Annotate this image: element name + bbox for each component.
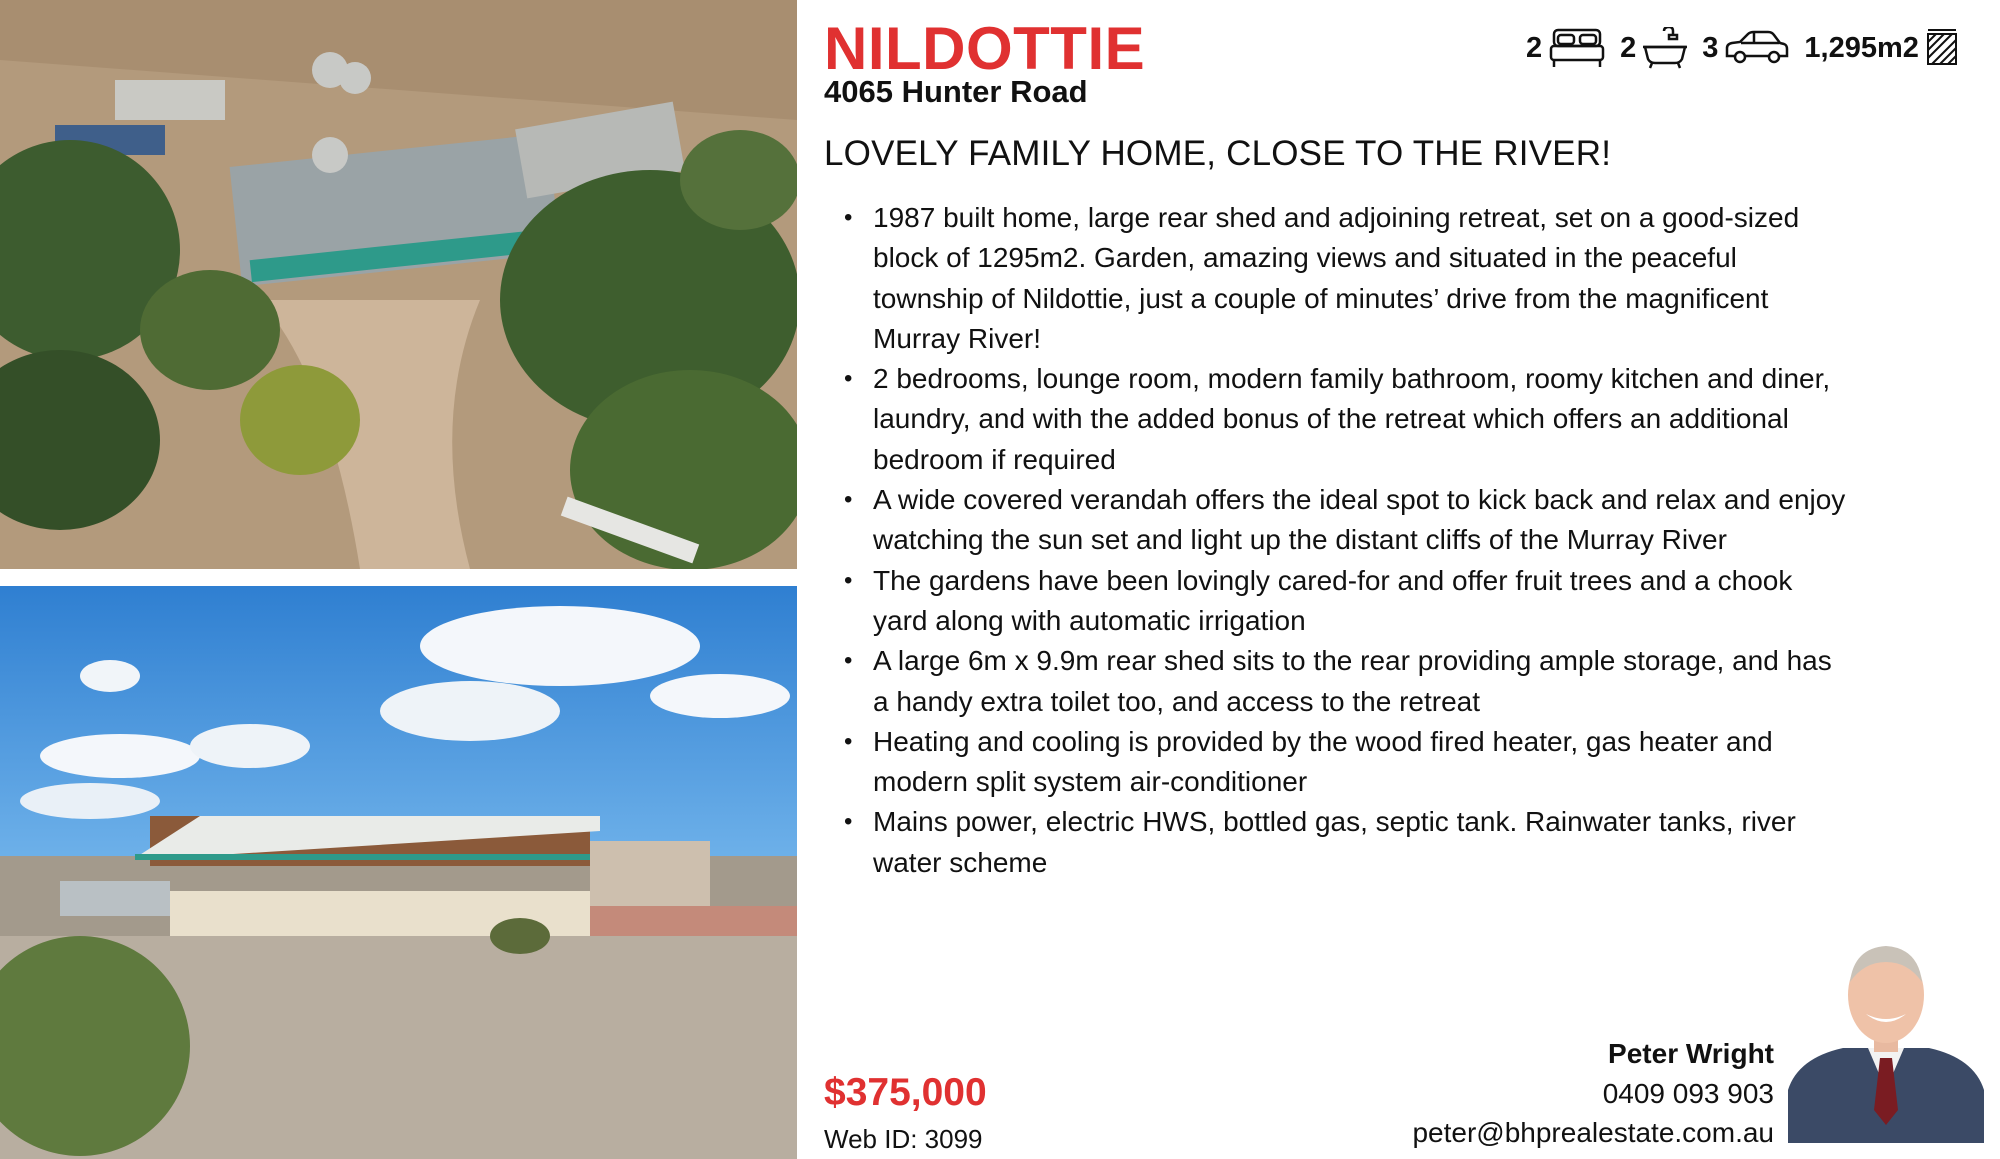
- description-list: [824, 198, 1854, 883]
- aerial-property-photo: [0, 0, 797, 569]
- description-item: • 2 bedrooms, lounge room, modern family bathroom, roomy kitchen and diner, laundry, and with the added bonus of the retreat which offers an additional bedroom if required: [824, 359, 1854, 480]
- agent-email[interactable]: peter@bhprealestate.com.au: [1412, 1117, 1774, 1148]
- suburb-title: NILDOTTIE: [824, 15, 1146, 82]
- bathrooms-feature: [1620, 27, 1688, 69]
- property-features: [1526, 22, 1959, 74]
- bath-icon: [1642, 27, 1688, 69]
- description-item: • Heating and cooling is provided by the wood fired heater, gas heater and modern split system air-conditioner: [824, 722, 1854, 803]
- car-spaces-feature: [1702, 30, 1790, 66]
- bathrooms-count: 2: [1620, 31, 1637, 64]
- bedrooms-count: 2: [1526, 31, 1543, 64]
- agent-phone[interactable]: 0409 093 903: [1602, 1078, 1774, 1109]
- description-item: • A large 6m x 9.9m rear shed sits to the rear providing ample storage, and has a handy extra toilet too, and access to the retreat: [824, 641, 1854, 722]
- web-id: Web ID: 3099: [824, 1124, 983, 1154]
- agent-portrait: [1788, 940, 1984, 1143]
- street-address: 4065 Hunter Road: [824, 74, 1088, 109]
- description-item: • A wide covered verandah offers the ideal spot to kick back and relax and enjoy watching the sun set and light up the distant cliffs of the Murray River: [824, 480, 1854, 561]
- car-icon: [1724, 30, 1790, 66]
- agent-contact: [1412, 1034, 1774, 1152]
- car-spaces-count: 3: [1702, 31, 1719, 64]
- listing-price: $375,000: [824, 1071, 987, 1114]
- agent-name: Peter Wright: [1608, 1038, 1774, 1069]
- bedrooms-feature: [1526, 27, 1606, 69]
- description-item: • 1987 built home, large rear shed and adjoining retreat, set on a good-sized block of 1295m2. Garden, amazing views and situated in the peaceful township of Nildottie, just a couple of minutes’ drive from the magnificent Murray River!: [824, 198, 1854, 359]
- description-item: • The gardens have been lovingly cared-for and offer fruit trees and a chook yard along with automatic irrigation: [824, 561, 1854, 642]
- land-size-feature: [1804, 28, 1959, 68]
- description-item: • Mains power, electric HWS, bottled gas, septic tank. Rainwater tanks, river water scheme: [824, 802, 1854, 883]
- land-size-icon: [1925, 28, 1959, 68]
- listing-headline: LOVELY FAMILY HOME, CLOSE TO THE RIVER!: [824, 134, 1612, 173]
- land-size-value: 1,295m2: [1804, 31, 1919, 64]
- bed-icon: [1548, 27, 1606, 69]
- front-of-house-photo: [0, 586, 797, 1159]
